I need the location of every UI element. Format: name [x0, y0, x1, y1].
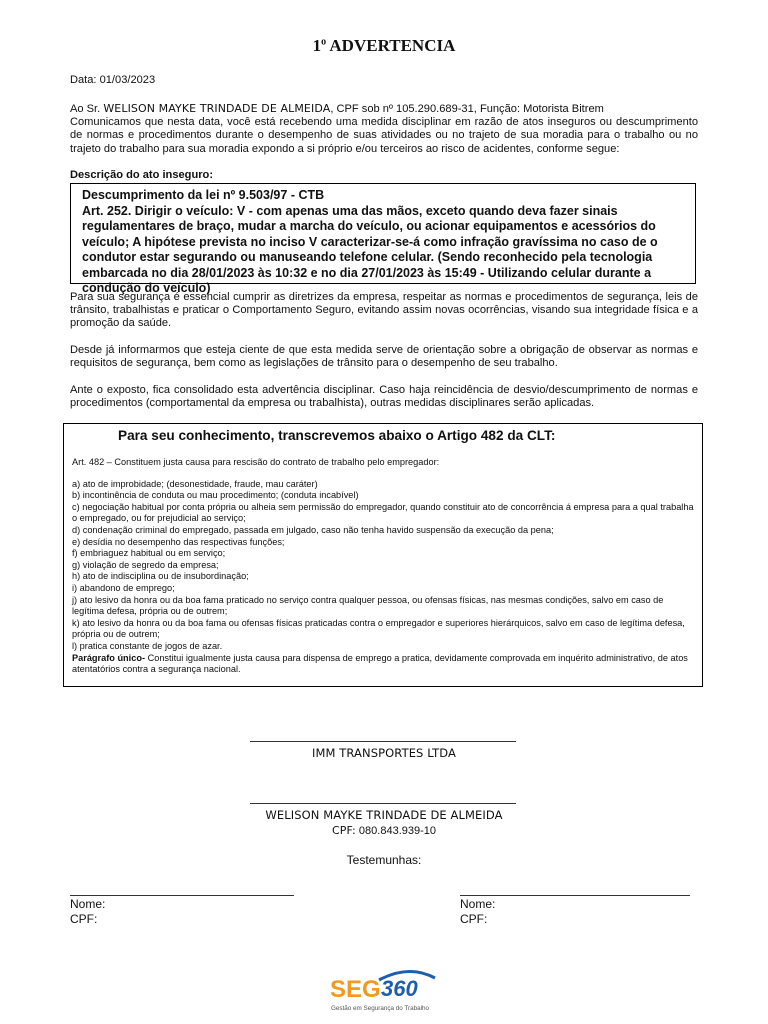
- employee-signature-name: WELISON MAYKE TRINDADE DE ALMEIDA: [265, 808, 503, 822]
- clt-foot-label: Parágrafo único-: [72, 652, 146, 663]
- company-signature-line: [250, 741, 516, 742]
- clt-item: k) ato lesivo da honra ou da boa fama ou ofensas físicas praticadas contra o empregador e superiores hierárquicos, salvo em caso de legítima defesa, própria ou de outrem;: [72, 617, 685, 640]
- consolidation-paragraph: Ante o exposto, fica consolidado esta advertência disciplinar. Caso haja reincidência de desvio/descumprimento de normas e procedimentos (comportamental da empresa ou trabalhista), outras medidas disciplinares serão aplicadas.: [70, 384, 698, 410]
- clt-item: f) embriaguez habitual ou em serviço;: [72, 548, 226, 559]
- intro-body: Comunicamos que nesta data, você está recebendo uma medida disciplinar em razão de atos inseguros ou descumprimento de normas e procedimentos durante o desempenho de suas atividades ou no trajeto de sua moradia para o trabalho ou no trajeto do trabalho para sua moradia expondo a si próprio e/ou terceiros ao risco de acidentes, conforme segue:: [70, 116, 698, 155]
- employee-cpf-label: CPF:: [331, 824, 356, 837]
- seg360-logo-graphic: [329, 966, 441, 1016]
- intro-suffix: , CPF sob nº 105.290.689-31, Função: Motorista Bitrem: [330, 103, 604, 115]
- employee-name-handwritten: WELISON MAYKE TRINDADE DE ALMEIDA: [103, 102, 331, 115]
- witness-right-signature-line: [460, 895, 690, 896]
- clt-item: g) violação de segredo da empresa;: [72, 559, 219, 570]
- witness-left-name: Nome:: [70, 897, 106, 911]
- clt-item: i) abandono de emprego;: [72, 582, 175, 593]
- clt-item: d) condenação criminal do empregado, passada em julgado, caso não tenha havido suspensão da execução da pena;: [72, 524, 554, 535]
- employee-cpf: [0, 824, 768, 837]
- document-date: Data: 01/03/2023: [70, 74, 156, 86]
- orientation-paragraph: Desde já informarmos que esteja ciente de que esta medida serve de orientação sobre a obrigação de observar as normas e requisitos de segurança, bem como as legislações de trânsito para o desempenho de seu trabalho.: [70, 344, 698, 370]
- clt-heading: Para seu conhecimento, transcrevemos abaixo o Artigo 482 da CLT:: [118, 428, 556, 443]
- clt-article-box: [63, 423, 703, 687]
- clt-item: e) desídia no desempenho das respectivas funções;: [72, 536, 285, 547]
- witness-right-cpf: CPF:: [460, 912, 488, 926]
- logo-seg-text: SEG: [330, 976, 381, 1003]
- clt-paragraph-unico: [72, 653, 696, 676]
- unsafe-act-title: Descumprimento da lei nº 9.503/97 - CTB: [82, 188, 325, 202]
- clt-item-list: [72, 479, 696, 653]
- seg360-logo: [329, 966, 441, 1016]
- unsafe-act-box: [70, 183, 696, 295]
- employee-cpf-value: 080.843.939-10: [355, 825, 437, 837]
- document-title: 1$^o$ ADVERTENCIA: [312, 36, 456, 55]
- witness-right-name: Nome:: [460, 897, 496, 911]
- clt-item: h) ato de indisciplina ou de insubordinação;: [72, 571, 249, 582]
- intro-paragraph: [70, 102, 698, 156]
- clt-foot-text: Constitui igualmente justa causa para dispensa de emprego a pratica, devidamente comprovada em inquérito administrativo, de atos atentatórios contra a segurança nacional.: [72, 652, 688, 675]
- clt-item: a) ato de improbidade; (desonestidade, fraude, mau caráter): [72, 478, 318, 489]
- logo-tagline-text: Gestão em Segurança do Trabalho: [331, 1005, 430, 1012]
- clt-item: b) incontinência de conduta ou mau procedimento; (conduta incabível): [72, 490, 359, 501]
- witness-left-signature-line: [70, 895, 294, 896]
- unsafe-act-label: Descrição do ato inseguro:: [70, 169, 214, 181]
- employee-signature-line: [250, 803, 516, 804]
- intro-prefix: Ao Sr.: [70, 103, 104, 115]
- safety-paragraph: Para sua segurança é essencial cumprir as diretrizes da empresa, respeitar as normas e procedimentos de segurança, leis de trânsito, trabalhistas e praticar o Comportamento Seguro, evitando assim novas ocorrências, visando sua integridade física e a promoção da saúde.: [70, 291, 698, 330]
- clt-item: j) ato lesivo da honra ou da boa fama praticado no serviço contra qualquer pessoa, ou ofensas físicas, nas mesmas condições, salvo em caso de legítima defesa, própria ou de outrem;: [72, 594, 664, 617]
- clt-item: c) negociação habitual por conta própria ou alheia sem permissão do empregador, quando constituir ato de concorrência á empresa para a qual trabalha o empregado, ou for prejudicial ao serviço;: [72, 501, 694, 524]
- company-name: IMM TRANSPORTES LTDA: [312, 746, 456, 760]
- clt-intro: Art. 482 – Constituem justa causa para rescisão do contrato de trabalho pelo empregador:: [72, 457, 440, 467]
- witnesses-label: Testemunhas:: [346, 853, 422, 867]
- unsafe-act-body: Art. 252. Dirigir o veículo: V - com apenas uma das mãos, exceto quando deva fazer sinais regulamentares de braço, mudar a marcha do veículo, ou acionar equipamentos e acessórios do veículo; A hipótese prevista no inciso V caracterizar-se-á como infração gravíssima no caso de o condutor estar segurando ou manuseando telefone celular. (Sendo reconhecido pela tecnologia embarcada no dia 28/01/2023 às 10:32 e no dia 27/01/2023 às 15:49 - Utilizando celular durante a condução do veículo): [82, 203, 658, 295]
- logo-360-text: 360: [381, 976, 418, 1001]
- witness-left-cpf: CPF:: [70, 912, 98, 926]
- clt-item: l) pratica constante de jogos de azar.: [72, 640, 223, 651]
